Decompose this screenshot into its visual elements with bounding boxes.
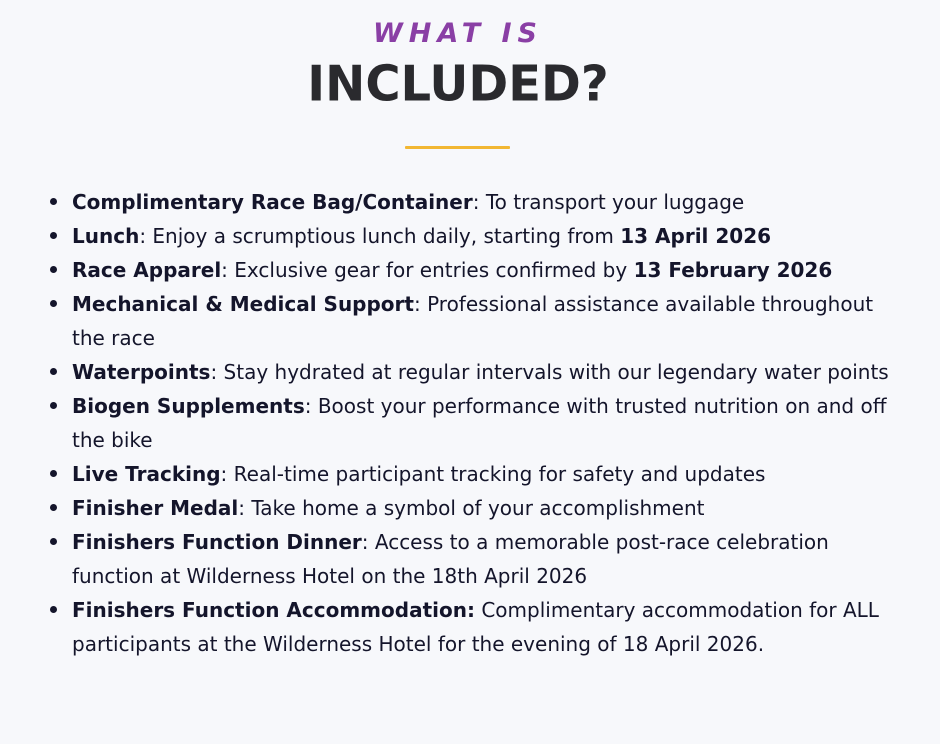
list-item [40,355,890,389]
item-text: : Enjoy a scrumptious lunch daily, starting from [139,224,621,248]
item-text: : Boost your performance with trusted nutrition on and off the bike [72,394,887,452]
list-item [40,593,890,661]
item-text: : Real-time participant tracking for safety and updates [220,462,766,486]
bullet-icon [50,266,57,273]
list-item [40,457,890,491]
item-text: : Stay hydrated at regular intervals with our legendary water points [210,360,889,384]
item-text: : Access to a memorable post-race celebration function at Wilderness Hotel on the 18th April 2026 [72,530,829,588]
bullet-icon [50,198,57,205]
bullet-icon [50,504,57,511]
item-text: : To transport your luggage [472,190,745,214]
included-list [40,185,890,661]
bullet-icon [50,300,57,307]
item-label: Finishers Function Dinner [72,530,362,554]
item-label: Lunch [72,224,140,248]
list-item [40,219,890,253]
item-label: Complimentary Race Bag/Container [72,190,473,214]
list-item [40,287,890,355]
item-text: : Take home a symbol of your accomplishment [238,496,705,520]
eyebrow-heading: WHAT IS [373,18,543,49]
item-emphasis: 13 April 2026 [620,224,772,248]
bullet-icon [50,232,57,239]
item-text: : Exclusive gear for entries confirmed by [221,258,634,282]
item-emphasis: 13 February 2026 [633,258,833,282]
item-label: Finishers Function Accommodation: [72,598,475,622]
item-text: : Professional assistance available throughout the race [72,292,874,350]
list-item [40,491,890,525]
title-divider [405,146,510,149]
list-item [40,253,890,287]
item-label: Race Apparel [72,258,222,282]
item-text: Complimentary accommodation for ALL participants at the Wilderness Hotel for the evening of 18 April 2026. [72,598,879,656]
bullet-icon [50,402,57,409]
bullet-icon [50,606,57,613]
bullet-icon [50,368,57,375]
item-label: Biogen Supplements [72,394,305,418]
list-item [40,389,890,457]
list-item [40,185,890,219]
item-label: Live Tracking [72,462,221,486]
bullet-icon [50,470,57,477]
item-label: Mechanical & Medical Support [72,292,414,316]
bullet-icon [50,538,57,545]
list-item [40,525,890,593]
item-label: Finisher Medal [72,496,239,520]
page-title: INCLUDED? [307,55,609,113]
item-label: Waterpoints [72,360,211,384]
